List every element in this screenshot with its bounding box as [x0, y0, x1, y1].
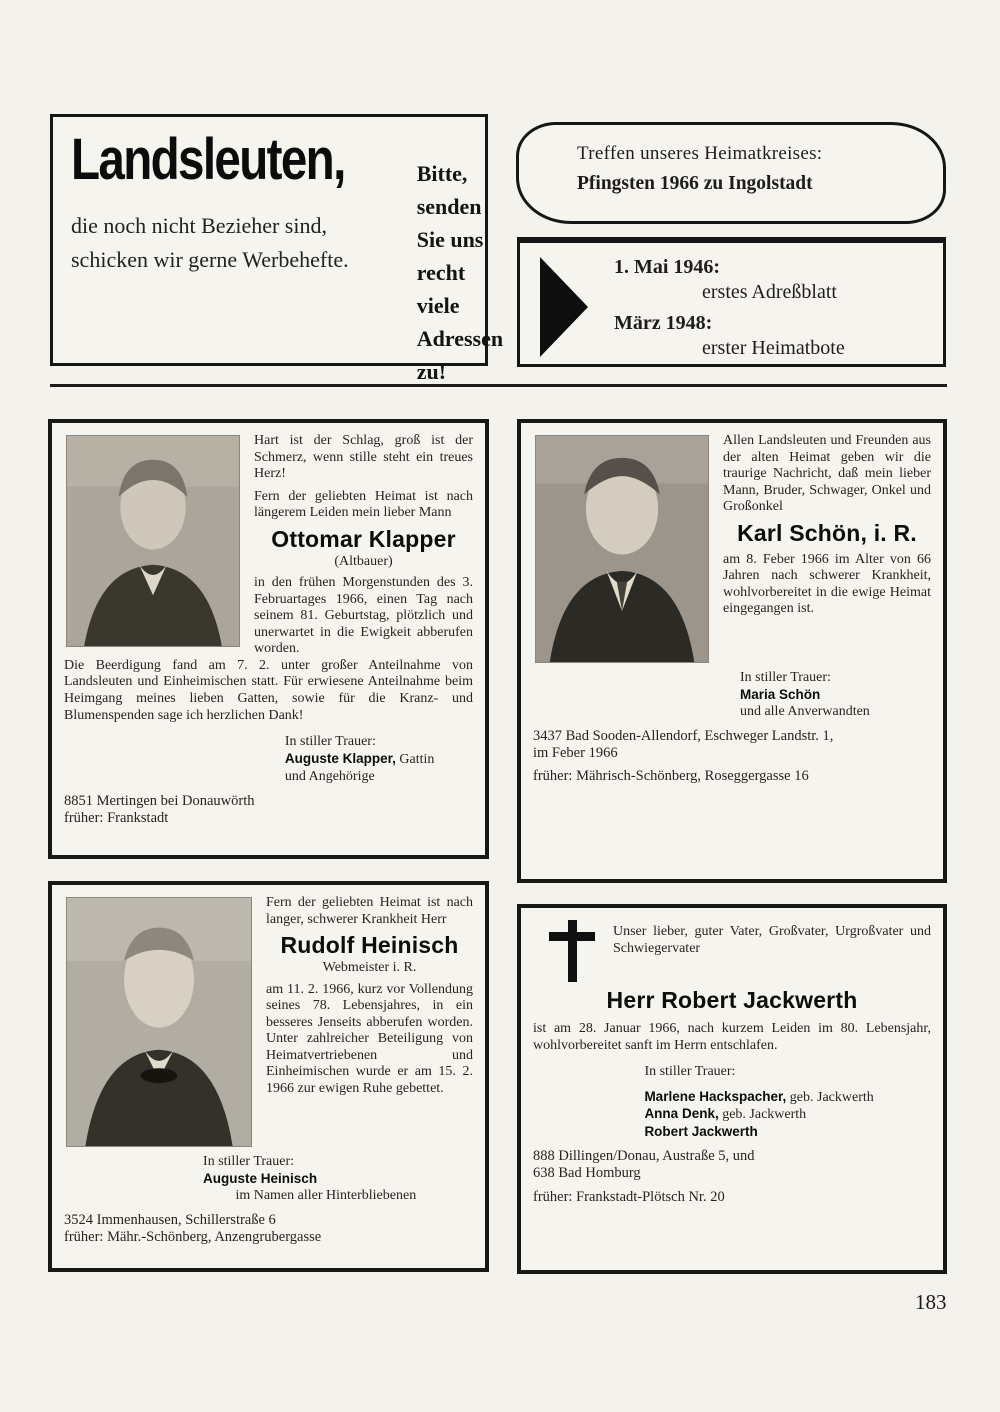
- obituary-klapper: [48, 419, 489, 859]
- obituary-intro: Unser lieber, guter Vater, Großvater, Urgroßvater und Schwiegervater: [613, 924, 931, 956]
- promo-left: [71, 127, 405, 353]
- mourner-name: Auguste Klapper,: [284, 750, 396, 766]
- mourning-block: [203, 1153, 473, 1205]
- portrait-photo-ottomar-klapper: [66, 435, 240, 647]
- section-divider: [50, 384, 947, 387]
- promo-body: die noch nicht Bezieher sind, schicken wir gerne Werbehefte.: [71, 213, 349, 273]
- portrait-illustration: [536, 436, 708, 662]
- portrait-illustration: [67, 436, 239, 646]
- deceased-name: Herr Robert Jackwerth: [606, 987, 858, 1013]
- mourner-extra: und Angehörige: [284, 769, 375, 785]
- deceased-subtitle: Webmeister i. R.: [322, 960, 417, 976]
- mourner-role: Gattin: [399, 751, 435, 767]
- former-residence: früher: Frankstadt: [64, 809, 169, 826]
- address-line: 3437 Bad Sooden-Allendorf, Eschweger Landstr. 1,: [533, 727, 834, 744]
- address-line: im Feber 1966: [533, 744, 618, 761]
- meeting-line1: Treffen unseres Heimatkreises:: [577, 143, 823, 164]
- mourner-line: [644, 1089, 931, 1107]
- mourning-label: In stiller Trauer:: [739, 670, 831, 685]
- cross-vertical-bar: [568, 920, 577, 982]
- address-line: 8851 Mertingen bei Donauwörth: [64, 792, 255, 809]
- obituary-heinisch: [48, 881, 489, 1272]
- mourner-line: [644, 1106, 931, 1124]
- milestones-box: [517, 237, 946, 367]
- mourner-line: [285, 751, 473, 769]
- address-line: 888 Dillingen/Donau, Austraße 5, und: [533, 1148, 755, 1165]
- mourner-extra: im Namen aller Hinterbliebenen: [235, 1188, 417, 1204]
- portrait-photo-rudolf-heinisch: [66, 897, 252, 1147]
- deceased-name: Ottomar Klapper: [271, 525, 456, 552]
- obituary-jackwerth: [517, 904, 947, 1274]
- mourner-name: Maria Schön: [739, 686, 821, 702]
- obituary-intro: Fern der geliebten Heimat ist nach langer, schwerer Krankheit Herr: [266, 895, 473, 927]
- milestone-item: [614, 255, 845, 305]
- obituary-body: Die Beerdigung fand am 7. 2. unter großer Anteilnahme von Landsleuten und Einheimischen statt. Für erwiesene Anteilnahme beim Heimgang meines lieben Gatten, sowie für die Kranz- und Blumenspenden sage ich herzlichen Dank!: [64, 657, 473, 723]
- milestone-event: erstes Adreßblatt: [702, 281, 837, 303]
- promo-box: [50, 114, 504, 384]
- obituary-intro: Allen Landsleuten und Freunden aus der alten Heimat geben wir die traurige Nachricht, daß mein lieber Mann, Bruder, Schwager, Onkel und Großonkel: [723, 433, 931, 515]
- milestone-date: März 1948:: [614, 312, 713, 334]
- mourner-extra: und alle Anverwandten: [739, 704, 870, 720]
- mourning-label: In stiller Trauer:: [284, 734, 376, 750]
- portrait-illustration: [67, 898, 251, 1146]
- promo-title: Landsleuten,: [71, 127, 345, 192]
- address-line: 3524 Immenhausen, Schillerstraße 6: [64, 1211, 276, 1228]
- obituary-body: am 11. 2. 1966, kurz vor Vollendung seines 78. Lebensjahres, in ein besseres Jenseits abberufen worden. Unter zahlreicher Beteiligung von Heimatvertriebenen und Einheimischen wurde er am 15. 2. 1966 zur ewigen Ruhe gebettet.: [266, 981, 473, 1096]
- mourning-block: [644, 1063, 931, 1141]
- mourning-label: In stiller Trauer:: [644, 1064, 736, 1080]
- obituary-verse: Hart ist der Schlag, groß ist der Schmerz, wenn stille steht ein treues Herz!: [254, 433, 473, 482]
- cross-horizontal-bar: [549, 932, 595, 941]
- promo-aside: Bitte, senden Sie uns recht viele Adressen zu!: [416, 161, 504, 384]
- former-residence: früher: Frankstadt-Plötsch Nr. 20: [533, 1188, 725, 1205]
- mourner-name: Marlene Hackspacher,: [644, 1088, 787, 1104]
- deceased-name: Rudolf Heinisch: [280, 932, 459, 959]
- mourner-name: Robert Jackwerth: [644, 1123, 758, 1139]
- milestone-item: [614, 311, 845, 361]
- obituary-intro: Fern der geliebten Heimat ist nach längerem Leiden mein lieber Mann: [254, 488, 473, 521]
- mourning-block: [285, 733, 473, 786]
- mourning-label: In stiller Trauer:: [203, 1154, 295, 1169]
- cross-icon: [549, 920, 595, 982]
- milestones-list: [614, 255, 845, 361]
- mourner-name: Anna Denk,: [644, 1106, 719, 1122]
- former-residence: früher: Mährisch-Schönberg, Roseggergasse 16: [533, 768, 809, 785]
- right-arrow-icon: [540, 257, 588, 357]
- mourner-note: geb. Jackwerth: [789, 1089, 874, 1105]
- obituary-body: ist am 28. Januar 1966, nach kurzem Leiden im 80. Lebensjahr, wohlvorbereitet sanft im Herrn entschlafen.: [533, 1021, 931, 1053]
- obituary-body: in den frühen Morgenstunden des 3. Februartages 1966, einen Tag nach seinem 81. Geburtstag, plötzlich und unerwartet in die Ewigkeit abberufen worden.: [254, 575, 473, 657]
- mourner-name: Auguste Heinisch: [203, 1170, 318, 1186]
- mourner-line: [644, 1124, 931, 1142]
- page-number: 183: [915, 1290, 947, 1314]
- former-residence: früher: Mähr.-Schönberg, Anzengrubergasse: [64, 1228, 322, 1245]
- meeting-line2: Pfingsten 1966 zu Ingolstadt: [577, 173, 813, 194]
- milestone-event: erster Heimatbote: [702, 337, 845, 359]
- mourning-block: [740, 669, 931, 721]
- deceased-subtitle: (Altbauer): [334, 553, 393, 569]
- deceased-name: Karl Schön, i. R.: [737, 519, 917, 546]
- milestone-date: 1. Mai 1946:: [614, 256, 721, 278]
- address-line: 638 Bad Homburg: [533, 1165, 641, 1182]
- obituary-body: am 8. Feber 1966 im Alter von 66 Jahren nach schwerer Krankheit, wohlvorbereitet in die ewige Heimat eingegangen ist.: [723, 551, 931, 617]
- meeting-announcement-box: [516, 122, 946, 224]
- portrait-photo-karl-schoen: [535, 435, 709, 663]
- mourner-note: geb. Jackwerth: [722, 1107, 807, 1123]
- obituary-schoen: [517, 419, 947, 883]
